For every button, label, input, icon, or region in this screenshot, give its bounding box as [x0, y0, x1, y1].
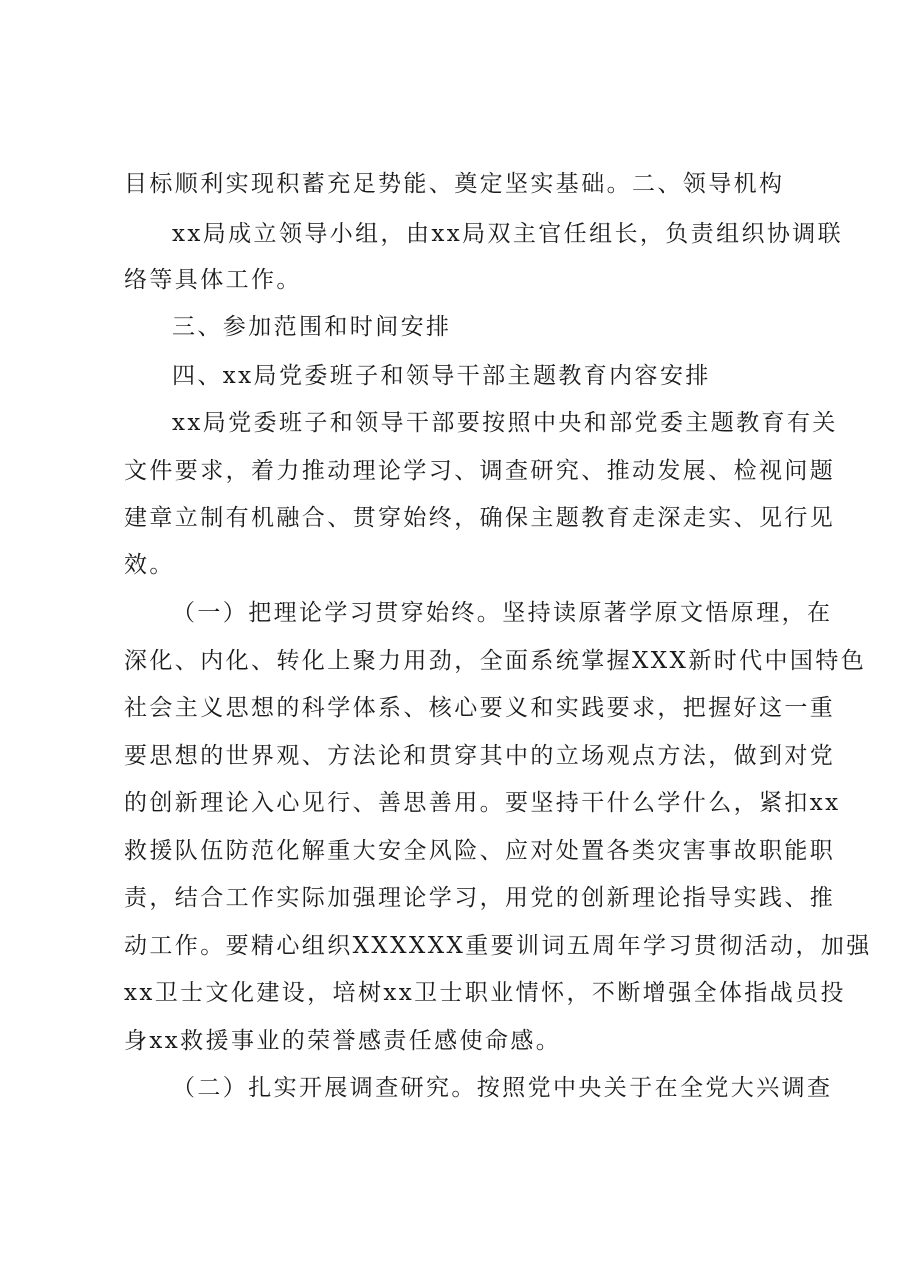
text-line: 责，结合工作实际加强理论学习，用党的创新理论指导实践、推: [124, 885, 836, 911]
text-line: 三、参加范围和时间安排: [172, 314, 452, 340]
text-line: xx局党委班子和领导干部要按照中央和部党委主题教育有关: [172, 410, 838, 436]
text-line: 救援队伍防范化解重大安全风险、应对处置各类灾害事故职能职: [124, 838, 836, 864]
text-line: 四、xx局党委班子和领导干部主题教育内容安排: [172, 363, 711, 389]
text-line: （一）把理论学习贯穿始终。坚持读原著学原文悟原理，在: [172, 600, 833, 626]
text-line: 文件要求，着力推动理论学习、调查研究、推动发展、检视问题: [124, 458, 836, 484]
text-line: 要思想的世界观、方法论和贯穿其中的立场观点方法，做到对党: [124, 743, 836, 769]
text-line: xx局成立领导小组，由xx局双主官任组长，负责组织协调联: [172, 221, 844, 247]
text-line: 建章立制有机融合、贯穿始终，确保主题教育走深走实、见行见: [124, 505, 836, 531]
text-line: 目标顺利实现积蓄充足势能、奠定坚实基础。二、领导机构: [124, 171, 785, 197]
text-line: 动工作。要精心组织XXXXXX重要训词五周年学习贯彻活动，加强: [124, 933, 872, 959]
text-line: xx卫士文化建设，培树xx卫士职业情怀，不断增强全体指战员投: [124, 980, 846, 1006]
text-line: 的创新理论入心见行、善思善用。要坚持干什么学什么，紧扣xx: [124, 790, 841, 816]
text-line: （二）扎实开展调查研究。按照党中央关于在全党大兴调查: [172, 1075, 833, 1101]
text-line: 效。: [124, 552, 175, 578]
text-line: 社会主义思想的科学体系、核心要义和实践要求，把握好这一重: [124, 695, 836, 721]
text-line: 络等具体工作。: [124, 267, 302, 293]
text-line: 深化、内化、转化上聚力用劲，全面系统掌握XXX新时代中国特色: [124, 648, 867, 674]
text-line: 身xx救援事业的荣誉感责任感使命感。: [124, 1028, 562, 1054]
